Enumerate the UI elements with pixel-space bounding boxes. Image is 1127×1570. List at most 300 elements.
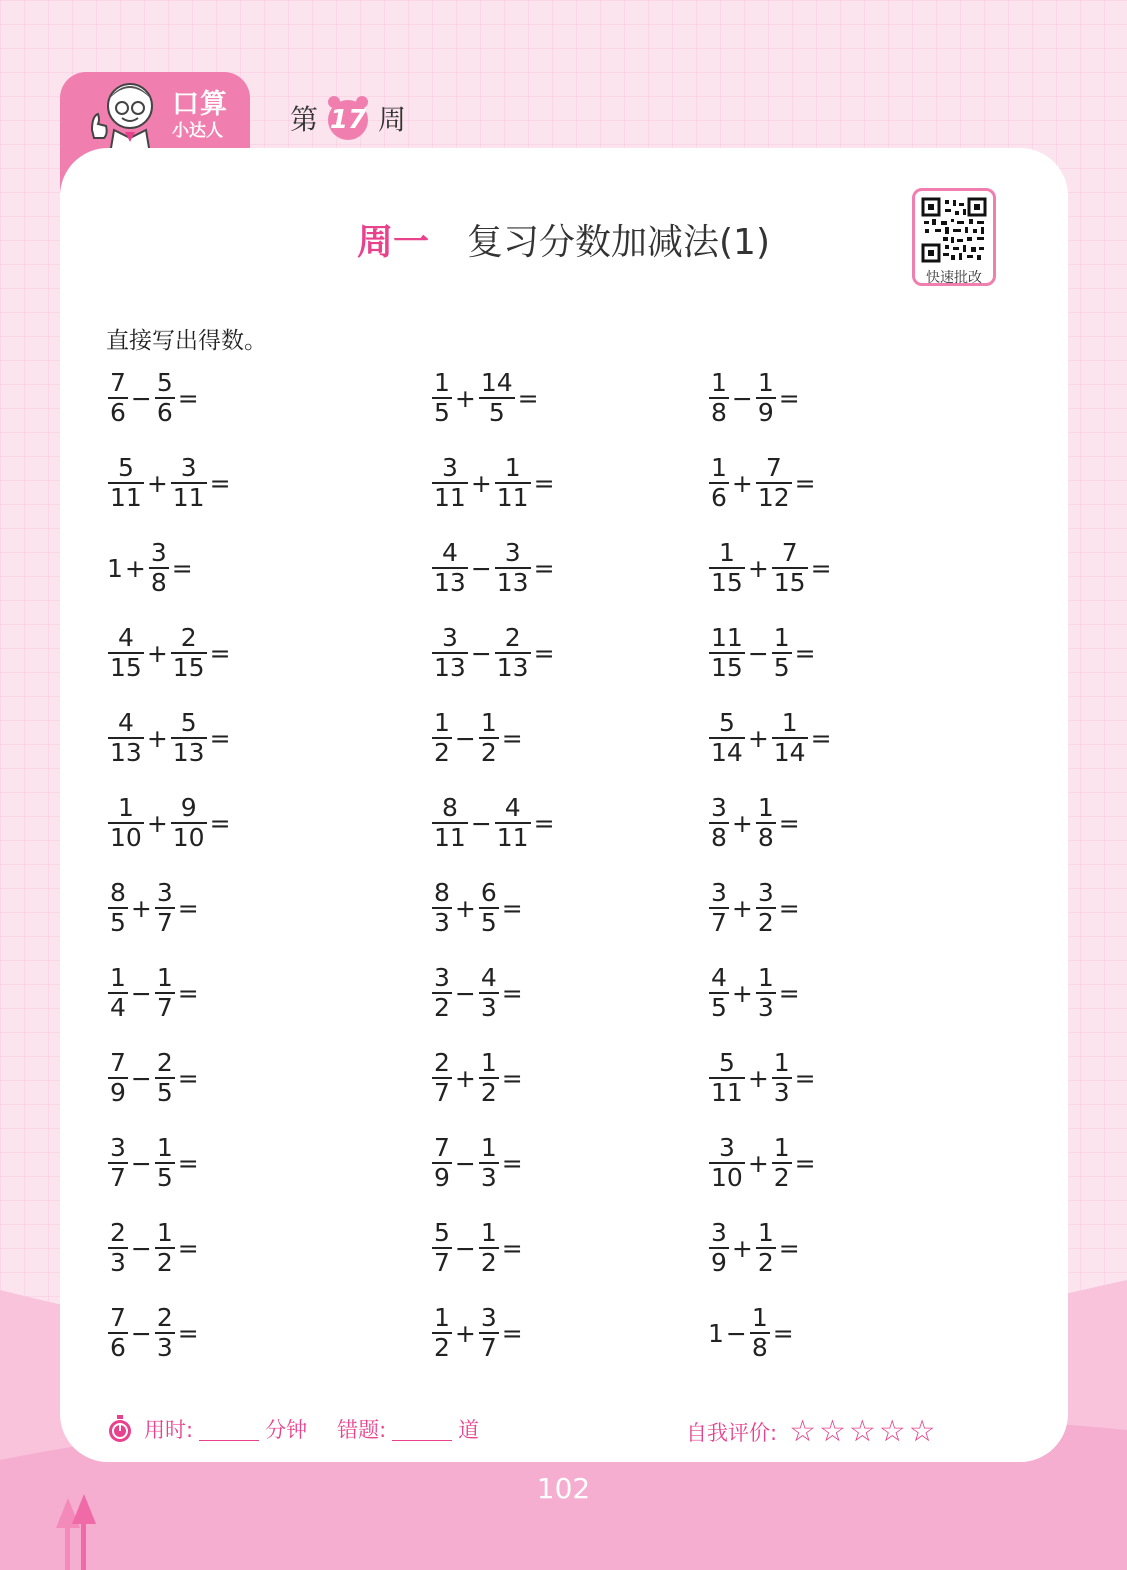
problem-item (430, 878, 524, 938)
problem-item (430, 963, 524, 1023)
fraction (709, 454, 729, 512)
operator: + (130, 893, 152, 923)
operator: = (177, 893, 199, 923)
denominator: 3 (110, 1248, 126, 1277)
numerator: 1 (757, 1218, 774, 1247)
denominator: 8 (757, 823, 774, 852)
operator: = (794, 468, 816, 498)
instruction-text: 直接写出得数。 (106, 328, 267, 354)
operator: + (747, 1063, 769, 1093)
operator: + (747, 1148, 769, 1178)
numerator: 1 (751, 1303, 768, 1332)
operator: − (130, 1063, 152, 1093)
operator: = (533, 468, 555, 498)
numerator: 4 (504, 793, 521, 822)
problem-item (106, 963, 200, 1023)
denominator: 2 (757, 1248, 774, 1277)
fraction (108, 879, 128, 937)
numerator: 1 (480, 1048, 497, 1077)
fraction (108, 624, 144, 682)
star-rating[interactable]: ☆☆☆☆☆ (789, 1414, 939, 1449)
operator: = (501, 1063, 523, 1093)
denominator: 3 (480, 1163, 497, 1192)
denominator: 8 (751, 1333, 768, 1362)
operator: + (454, 1063, 476, 1093)
denominator: 7 (434, 1248, 450, 1277)
brand-title: 口算 (172, 89, 228, 120)
operator: = (501, 1233, 523, 1263)
time-unit: 分钟 (265, 1418, 308, 1442)
fraction (479, 1049, 499, 1107)
operator: = (177, 383, 199, 413)
page-number: 102 (536, 1472, 591, 1505)
operator: = (177, 1233, 199, 1263)
problem-item (707, 878, 801, 938)
problem-item (106, 708, 232, 768)
mascot-icon (78, 72, 164, 154)
numerator: 2 (156, 1048, 173, 1077)
problem-item (106, 368, 200, 428)
numerator: 1 (718, 538, 735, 567)
denominator: 2 (757, 908, 774, 937)
fraction (432, 794, 468, 852)
numerator: 1 (480, 1218, 497, 1247)
numerator: 3 (711, 1218, 727, 1247)
numerator: 2 (504, 623, 521, 652)
denominator: 2 (480, 738, 497, 767)
fraction (479, 369, 515, 427)
numerator: 1 (434, 368, 450, 397)
fraction (432, 539, 468, 597)
operator: = (517, 383, 539, 413)
errors-label: 错题: (337, 1418, 387, 1442)
fraction (479, 879, 499, 937)
whole-number: 1 (107, 553, 123, 583)
denominator: 11 (496, 483, 529, 512)
problem-item (707, 1048, 817, 1108)
denominator: 3 (156, 1333, 173, 1362)
fraction (495, 794, 531, 852)
numerator: 3 (480, 1303, 497, 1332)
denominator: 10 (711, 1163, 743, 1192)
numerator: 1 (117, 793, 134, 822)
numerator: 3 (441, 453, 458, 482)
whole-number: 1 (708, 1318, 724, 1348)
denominator: 7 (480, 1333, 497, 1362)
problem-item (707, 793, 801, 853)
denominator: 5 (480, 908, 497, 937)
fraction (155, 879, 175, 937)
numerator: 1 (156, 1218, 173, 1247)
operator: − (130, 1148, 152, 1178)
operator: − (130, 1233, 152, 1263)
denominator: 11 (711, 1078, 743, 1107)
denominator: 5 (773, 653, 790, 682)
numerator: 7 (110, 1048, 126, 1077)
fraction (432, 709, 452, 767)
operator: − (470, 808, 492, 838)
denominator: 11 (496, 823, 529, 852)
fraction (155, 1049, 175, 1107)
fraction (108, 1134, 128, 1192)
denominator: 7 (156, 908, 173, 937)
denominator: 13 (110, 738, 142, 767)
arrow-decoration-icon (54, 1490, 100, 1570)
operator: = (772, 1318, 794, 1348)
operator: = (177, 1318, 199, 1348)
operator: = (778, 383, 800, 413)
denominator: 5 (156, 1078, 173, 1107)
fraction (108, 369, 128, 427)
denominator: 7 (434, 1078, 450, 1107)
fraction (432, 964, 452, 1022)
denominator: 3 (773, 1078, 790, 1107)
fraction (432, 454, 468, 512)
numerator: 7 (110, 1303, 126, 1332)
operator: = (209, 468, 231, 498)
operator: + (454, 893, 476, 923)
problem-item (106, 453, 232, 513)
problem-item (106, 793, 232, 853)
numerator: 2 (156, 1303, 173, 1332)
problem-item (106, 878, 200, 938)
fraction (709, 539, 745, 597)
denominator: 2 (434, 738, 450, 767)
denominator: 11 (434, 483, 466, 512)
operator: + (146, 468, 168, 498)
numerator: 1 (757, 368, 774, 397)
denominator: 10 (172, 823, 205, 852)
self-evaluation (686, 1414, 939, 1449)
numerator: 3 (180, 453, 197, 482)
problem-item (430, 1218, 524, 1278)
fraction (709, 794, 729, 852)
denominator: 10 (110, 823, 142, 852)
operator: = (501, 978, 523, 1008)
self-eval-label: 自我评价: (686, 1420, 778, 1445)
fraction (432, 624, 468, 682)
problem-item (106, 1218, 200, 1278)
fraction (709, 1134, 745, 1192)
fraction (709, 879, 729, 937)
fraction (709, 369, 729, 427)
problem-item (707, 963, 801, 1023)
stopwatch-icon (106, 1415, 134, 1443)
errors-input[interactable] (392, 1418, 452, 1441)
operator: − (454, 723, 476, 753)
denominator: 9 (757, 398, 774, 427)
fraction (709, 1049, 745, 1107)
fraction (709, 964, 729, 1022)
time-label: 用时: (144, 1418, 194, 1442)
numerator: 3 (711, 878, 727, 907)
numerator: 1 (781, 708, 798, 737)
fraction (756, 369, 776, 427)
denominator: 11 (110, 483, 142, 512)
problem-item (707, 538, 833, 598)
operator: + (146, 808, 168, 838)
operator: = (171, 553, 193, 583)
fraction (772, 539, 808, 597)
fraction (171, 794, 207, 852)
day-label: 周一 (356, 222, 429, 263)
numerator: 5 (180, 708, 197, 737)
fraction (432, 1134, 452, 1192)
numerator: 3 (156, 878, 173, 907)
fraction (756, 1219, 776, 1277)
fraction (772, 1049, 792, 1107)
denominator: 2 (480, 1248, 497, 1277)
fraction (108, 1304, 128, 1362)
operator: + (731, 1233, 753, 1263)
numerator: 1 (434, 708, 450, 737)
alarm-clock-icon (326, 96, 370, 140)
numerator: 3 (718, 1133, 735, 1162)
numerator: 1 (156, 963, 173, 992)
week-suffix: 周 (378, 103, 407, 136)
fraction (756, 454, 792, 512)
numerator: 1 (711, 368, 727, 397)
operator: = (209, 638, 231, 668)
numerator: 1 (504, 453, 521, 482)
numerator: 1 (110, 963, 126, 992)
numerator: 5 (718, 708, 735, 737)
fraction (495, 624, 531, 682)
fraction (155, 1134, 175, 1192)
operator: + (731, 978, 753, 1008)
fraction (772, 709, 808, 767)
errors-unit: 道 (458, 1418, 480, 1442)
fraction (432, 1304, 452, 1362)
numerator: 4 (441, 538, 458, 567)
fraction (432, 1219, 452, 1277)
fraction (432, 369, 452, 427)
fraction (495, 539, 531, 597)
operator: − (454, 1148, 476, 1178)
numerator: 5 (434, 1218, 450, 1247)
operator: = (778, 1233, 800, 1263)
denominator: 2 (156, 1248, 173, 1277)
operator: + (731, 893, 753, 923)
operator: + (731, 468, 753, 498)
operator: = (778, 893, 800, 923)
denominator: 13 (172, 738, 205, 767)
denominator: 13 (434, 568, 466, 597)
denominator: 14 (773, 738, 806, 767)
denominator: 3 (434, 908, 450, 937)
numerator: 3 (504, 538, 521, 567)
problem-item (707, 1133, 817, 1193)
denominator: 6 (110, 398, 126, 427)
numerator: 4 (117, 708, 134, 737)
numerator: 3 (150, 538, 167, 567)
denominator: 15 (172, 653, 205, 682)
denominator: 15 (711, 653, 743, 682)
fraction (432, 879, 452, 937)
week-indicator (290, 96, 406, 140)
operator: − (454, 978, 476, 1008)
fraction (108, 1219, 128, 1277)
problem-item (707, 1303, 795, 1363)
fraction (108, 794, 144, 852)
operator: = (533, 638, 555, 668)
numerator: 1 (480, 708, 497, 737)
denominator: 5 (434, 398, 450, 427)
denominator: 13 (434, 653, 466, 682)
operator: = (778, 978, 800, 1008)
operator: − (130, 383, 152, 413)
numerator: 2 (180, 623, 197, 652)
operator: − (470, 553, 492, 583)
problem-item (707, 453, 817, 513)
numerator: 11 (711, 623, 743, 652)
fraction (171, 624, 207, 682)
denominator: 8 (711, 823, 727, 852)
denominator: 9 (711, 1248, 727, 1277)
fraction (108, 454, 144, 512)
operator: = (209, 723, 231, 753)
denominator: 13 (496, 568, 529, 597)
operator: = (794, 1148, 816, 1178)
operator: = (177, 1148, 199, 1178)
fraction (479, 1219, 499, 1277)
numerator: 7 (765, 453, 782, 482)
fraction (155, 964, 175, 1022)
numerator: 5 (117, 453, 134, 482)
operator: − (130, 978, 152, 1008)
numerator: 8 (441, 793, 458, 822)
fraction (756, 879, 776, 937)
numerator: 1 (156, 1133, 173, 1162)
numerator: 3 (434, 963, 450, 992)
denominator: 15 (110, 653, 142, 682)
operator: = (501, 723, 523, 753)
problem-item (430, 368, 540, 428)
denominator: 14 (711, 738, 743, 767)
time-input[interactable] (199, 1418, 259, 1441)
denominator: 2 (480, 1078, 497, 1107)
problem-item (707, 368, 801, 428)
denominator: 4 (110, 993, 126, 1022)
numerator: 7 (110, 368, 126, 397)
fraction (479, 1304, 499, 1362)
problem-item (106, 538, 194, 598)
fraction (149, 539, 169, 597)
denominator: 9 (110, 1078, 126, 1107)
numerator: 3 (711, 793, 727, 822)
numerator: 9 (180, 793, 197, 822)
operator: = (501, 893, 523, 923)
operator: = (177, 1063, 199, 1093)
denominator: 7 (110, 1163, 126, 1192)
problem-item (430, 793, 556, 853)
fraction (709, 624, 745, 682)
fraction (108, 709, 144, 767)
problem-item (430, 538, 556, 598)
numerator: 1 (773, 623, 790, 652)
denominator: 5 (156, 1163, 173, 1192)
fraction (750, 1304, 770, 1362)
fraction (772, 1134, 792, 1192)
operator: − (130, 1318, 152, 1348)
operator: + (731, 808, 753, 838)
operator: + (747, 553, 769, 583)
problem-item (430, 708, 524, 768)
lesson-title: 复习分数加减法(1) (467, 222, 770, 263)
denominator: 6 (711, 483, 727, 512)
denominator: 13 (496, 653, 529, 682)
denominator: 8 (150, 568, 167, 597)
operator: − (454, 1233, 476, 1263)
problem-item (430, 453, 556, 513)
numerator: 5 (718, 1048, 735, 1077)
denominator: 6 (156, 398, 173, 427)
problem-item (430, 1303, 524, 1363)
denominator: 15 (711, 568, 743, 597)
operator: = (501, 1148, 523, 1178)
denominator: 5 (488, 398, 505, 427)
numerator: 4 (117, 623, 134, 652)
numerator: 3 (110, 1133, 126, 1162)
operator: = (810, 723, 832, 753)
fraction (709, 709, 745, 767)
denominator: 11 (434, 823, 466, 852)
denominator: 2 (773, 1163, 790, 1192)
fraction (155, 1304, 175, 1362)
operator: = (533, 808, 555, 838)
fraction (432, 1049, 452, 1107)
numerator: 1 (711, 453, 727, 482)
numerator: 1 (757, 793, 774, 822)
problem-item (430, 1133, 524, 1193)
problem-item (707, 623, 817, 683)
operator: − (470, 638, 492, 668)
fraction (495, 454, 531, 512)
numerator: 3 (757, 878, 774, 907)
denominator: 6 (110, 1333, 126, 1362)
numerator: 2 (110, 1218, 126, 1247)
denominator: 11 (172, 483, 205, 512)
qr-code-button[interactable] (912, 188, 996, 286)
operator: + (454, 1318, 476, 1348)
numerator: 8 (110, 878, 126, 907)
problem-item (106, 623, 232, 683)
operator: + (146, 638, 168, 668)
fraction (479, 1134, 499, 1192)
numerator: 14 (480, 368, 513, 397)
operator: = (177, 978, 199, 1008)
operator: = (810, 553, 832, 583)
brand-subtitle: 小达人 (172, 121, 223, 141)
footer-stats (106, 1414, 479, 1444)
fraction (155, 369, 175, 427)
operator: = (778, 808, 800, 838)
denominator: 7 (711, 908, 727, 937)
fraction (709, 1219, 729, 1277)
numerator: 1 (757, 963, 774, 992)
problem-item (430, 1048, 524, 1108)
problem-item (707, 708, 833, 768)
denominator: 3 (480, 993, 497, 1022)
denominator: 2 (434, 1333, 450, 1362)
problem-item (707, 1218, 801, 1278)
numerator: 1 (773, 1048, 790, 1077)
numerator: 8 (434, 878, 450, 907)
operator: + (454, 383, 476, 413)
numerator: 2 (434, 1048, 450, 1077)
fraction (479, 709, 499, 767)
fraction (108, 1049, 128, 1107)
